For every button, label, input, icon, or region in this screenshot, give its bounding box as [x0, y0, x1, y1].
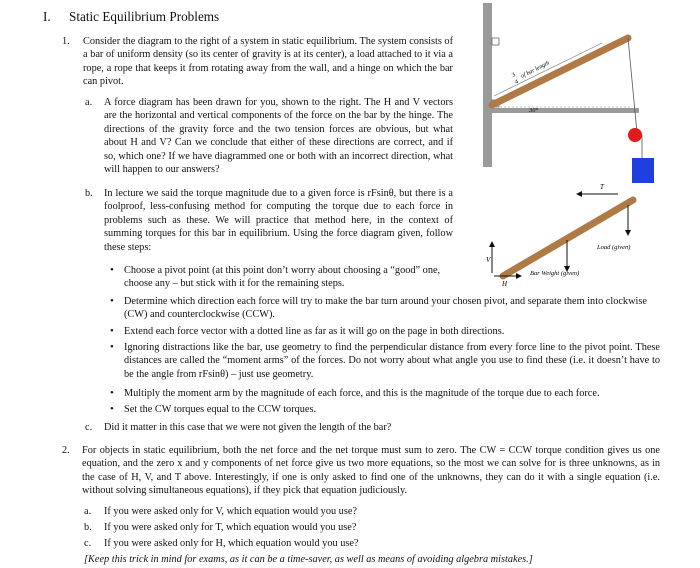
free-body-bar	[503, 200, 633, 276]
question-1-intro: Consider the diagram to the right of a system in static equilibrium. The system consists of a bar of uniform density (so its center of gravity is at its center), a load attached to it via a rope, a rope that keeps it from rotating away from the wall, and a hinge on which the bar can pivot.	[83, 36, 453, 88]
q1-part-c-label: c.	[85, 422, 93, 433]
weight-label: Bar Weight (given)	[530, 270, 580, 277]
q1-part-b-text: In lecture we said the torque magnitude due to a given force is rFsinθ, but there is a foolproof, less-confusing method for computing the torque due to each force in problems such as these. We will practice that method here, in the context of summing torques for this bar in equilibrium. Using the force diagram given, follow these steps:	[104, 188, 453, 253]
q1-part-a-label: a.	[85, 97, 93, 108]
fraction-denominator: 4	[514, 79, 520, 86]
right-angle-mark	[492, 38, 499, 45]
bullet-marker: •	[110, 295, 114, 307]
system-diagram	[470, 0, 670, 185]
horizontal-force-label: H	[502, 280, 508, 288]
q2-part-a-label: a.	[84, 506, 92, 517]
bullet-marker: •	[110, 403, 114, 415]
question-2-text: For objects in static equilibrium, both the net force and the net torque must sum to zero. The CW = CCW torque condition gives us one equation, and the zero x and y components of net force give us two more equations, so the most we can solve for is three unknowns, as in the case of H, V, and T above. Interestingly, if one is only asked to find one of the unknowns, they can do it with a single equation (i.e. without solving simultaneous equations), if they pick that equation judiciously.	[82, 445, 660, 497]
vertical-force-label: V	[486, 256, 491, 264]
q1-part-a-body: A force diagram has been drawn for you, shown to the right. The H and V vectors are the horizontal and vertical components of the force on the bar by the hinge. The directions of the gravity force and the two tension forces are obvious, but what about H and V? Can we conclude that either of these directions are correct, and if so, which one? If we have diagrammed one or both with an incorrect direction, what will happen to our answers?	[104, 97, 453, 176]
q1-part-a-text	[104, 96, 453, 176]
wall	[483, 3, 492, 167]
q2-note: [Keep this trick in mind for exams, as it can be a time-saver, as well as means of avoiding algebra mistakes.]	[84, 554, 533, 565]
tension-arrowhead	[576, 191, 582, 197]
q1-b-bullet-3: Extend each force vector with a dotted line as far as it will go on the page in both directions.	[124, 326, 505, 337]
tension-label: T	[600, 183, 604, 191]
load-label: Load (given)	[597, 244, 631, 251]
q1-b-bullet-4: Ignoring distractions like the bar, use geometry to find the perpendicular distance from every force line to the pivot point. These distances are called the “moment arms” of the forces. Do not worry about what angle you use to find these (i.e. it doesn’t have to be the angle from rFsinθ) – just use geometry.	[124, 342, 660, 380]
question-2-number: 2.	[62, 445, 70, 456]
q2-part-a-text: If you were asked only for V, which equation would you use?	[104, 506, 357, 517]
bullet-marker: •	[110, 387, 114, 399]
q2-part-c-label: c.	[84, 538, 92, 549]
q1-b-bullet-5: Multiply the moment arm by the magnitude of each force, and this is the magnitude of the torque due to each force.	[124, 388, 600, 399]
vertical-force-arrowhead	[489, 241, 495, 247]
q2-part-b-text: If you were asked only for T, which equation would you use?	[104, 522, 357, 533]
length-bracket	[494, 43, 602, 96]
section-title: Static Equilibrium Problems	[69, 9, 220, 24]
bullet-marker: •	[110, 341, 114, 353]
bullet-marker: •	[110, 264, 114, 276]
question-1-number: 1.	[62, 36, 70, 47]
support-beam	[492, 108, 639, 113]
q2-part-c-text: If you were asked only for H, which equation would you use?	[104, 538, 359, 549]
fraction-text: of bar length	[520, 60, 551, 80]
q2-part-b-label: b.	[84, 522, 92, 533]
q1-part-c-text: Did it matter in this case that we were not given the length of the bar?	[104, 422, 392, 433]
pulley	[628, 128, 642, 142]
horizontal-force-arrowhead	[516, 273, 522, 279]
bullet-marker: •	[110, 325, 114, 337]
force-diagram	[480, 180, 680, 290]
load-rope	[628, 38, 637, 133]
q1-b-bullet-1: Choose a pivot point (at this point don’t worry about choosing a “good” one, choose any – but stick with it for the remaining steps.	[124, 265, 441, 290]
load-arrowhead	[625, 230, 631, 236]
bar	[492, 38, 628, 105]
q1-b-bullet-2: Determine which direction each force will try to make the bar turn around your chosen pivot, and separate them into clockwise (CW) and counterclockwise (CCW).	[124, 296, 647, 321]
angle-label: 30°	[529, 107, 539, 114]
q1-b-bullet-6: Set the CW torques equal to the CCW torques.	[124, 404, 317, 415]
q1-part-b-label: b.	[85, 188, 93, 199]
fraction-numerator: 3	[511, 72, 517, 79]
section-number: I.	[43, 9, 51, 24]
